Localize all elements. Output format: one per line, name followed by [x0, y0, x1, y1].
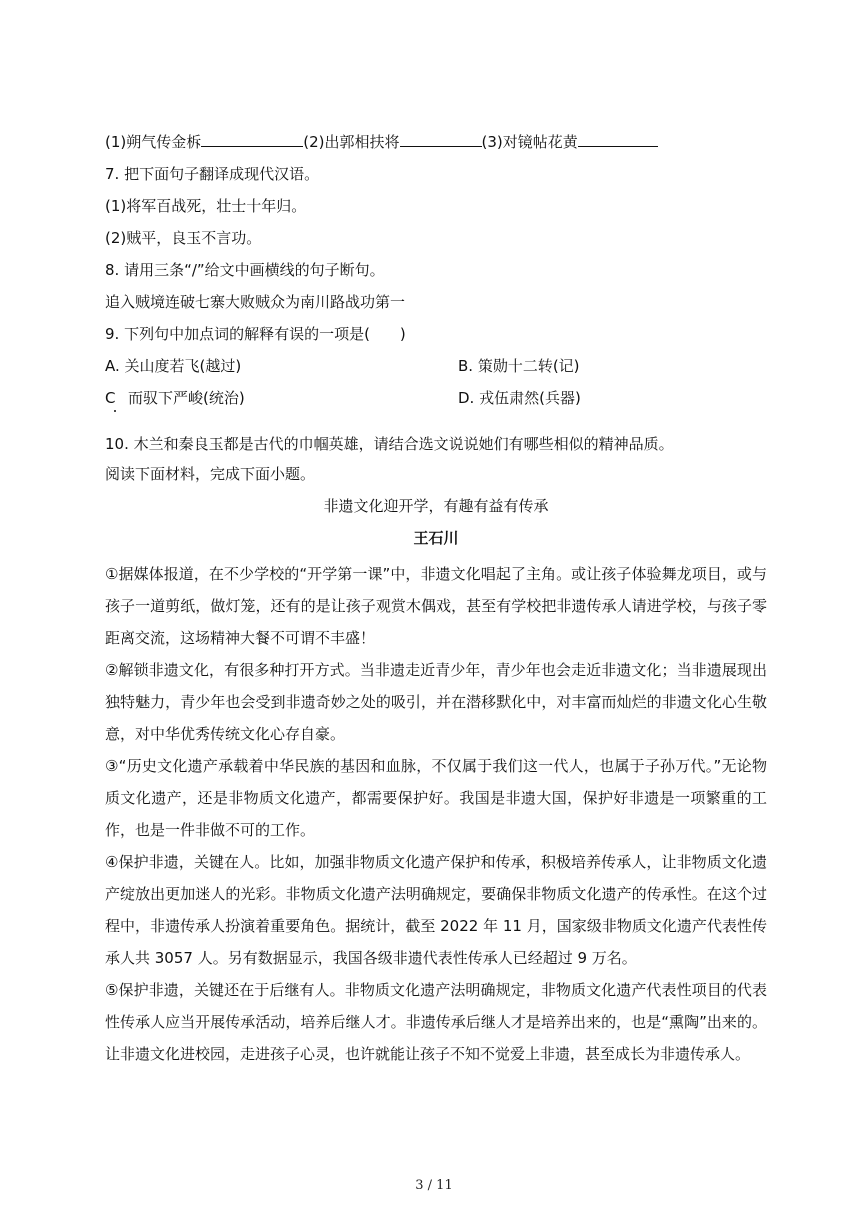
option-c-text: 而驭下严峻(统治) — [128, 389, 245, 407]
option-c-dot — [114, 410, 116, 412]
article-paragraph-3: ③“历史文化遗产承载着中华民族的基因和血脉，不仅属于我们这一代人，也属于子孙万代。”无论物质文化遗产，还是非物质文化遗产，都需要保护好。我国是非遗大国，保护好非遗是一项繁重的工作，也是一件非做不可的工作。 — [105, 757, 767, 839]
article-paragraph-5: ⑤保护非遗，关键还在于后继有人。非物质文化遗产法明确规定，非物质文化遗产代表性项目的代表性传承人应当开展传承活动，培养后继人才。非遗传承后继人才是培养出来的，也是“熏陶”出来的。让非遗文化进校园，走进孩子心灵，也许就能让孩子不知不觉爱上非遗，甚至成长为非遗传承人。 — [105, 981, 767, 1063]
question-7-prompt: 7. 把下面句子翻译成现代汉语。 — [105, 165, 320, 183]
article-paragraph-4: ④保护非遗，关键在人。比如，加强非物质文化遗产保护和传承，积极培养传承人，让非物质文化遗产绽放出更加迷人的光彩。非物质文化遗产法明确规定，要确保非物质文化遗产的传承性。在这个过程中，非遗传承人扮演着重要角色。据统计，截至 2022 年 11 月，国家级非物质文化遗产代表性传承人共 3057 人。另有数据显示，我国各级非遗代表性传承人已经超过 9 万名。 — [105, 853, 767, 967]
q6-item-2: (2)出郭相扶将 — [303, 133, 400, 151]
question-7-sentence-2: (2)贼平，良玉不言功。 — [105, 229, 262, 247]
answer-blank-2[interactable] — [400, 132, 482, 147]
question-9-prompt: 9. 下列句中加点词的解释有误的一项是( ) — [105, 325, 406, 343]
q6-item-3: (3)对镜帖花黄 — [481, 133, 578, 151]
article-author: 王石川 — [413, 529, 459, 547]
answer-blank-1[interactable] — [201, 132, 303, 147]
q6-item-1: (1)朔气传金柝 — [105, 133, 202, 151]
question-10-prompt: 10. 木兰和秦良玉都是古代的巾帼英雄，请结合选文说说她们有哪些相似的精神品质。 — [105, 435, 674, 453]
article-title: 非遗文化迎开学，有趣有益有传承 — [323, 497, 549, 515]
question-7-sentence-1: (1)将军百战死，壮士十年归。 — [105, 197, 307, 215]
article-paragraph-1: ①据媒体报道，在不少学校的“开学第一课”中，非遗文化唱起了主角。或让孩子体验舞龙项目，或与孩子一道剪纸，做灯笼，还有的是让孩子观赏木偶戏，甚至有学校把非遗传承人请进学校，与孩子零距离交流，这场精神大餐不可谓不丰盛！ — [105, 565, 767, 647]
option-a: A. 关山度若飞(越过) — [105, 357, 242, 375]
option-c-letter: C — [105, 389, 116, 407]
answer-blank-3[interactable] — [578, 132, 658, 147]
page-number: 3 / 11 — [415, 1178, 453, 1193]
article-paragraph-2: ②解锁非遗文化，有很多种打开方式。当非遗走近青少年，青少年也会走近非遗文化；当非遗展现出独特魅力，青少年也会受到非遗奇妙之处的吸引，并在潜移默化中，对丰富而灿烂的非遗文化心生敬意，对中华优秀传统文化心存自豪。 — [105, 661, 767, 743]
question-8-prompt: 8. 请用三条“/”给文中画横线的句子断句。 — [105, 261, 385, 279]
option-d: D. 戎伍肃然(兵器) — [458, 389, 581, 407]
question-6-items — [105, 132, 765, 152]
option-b: B. 策勋十二转(记) — [458, 357, 580, 375]
question-8-sentence: 追入贼境连破七寨大败贼众为南川路战功第一 — [105, 293, 406, 311]
reading-intro: 阅读下面材料，完成下面小题。 — [105, 465, 316, 483]
